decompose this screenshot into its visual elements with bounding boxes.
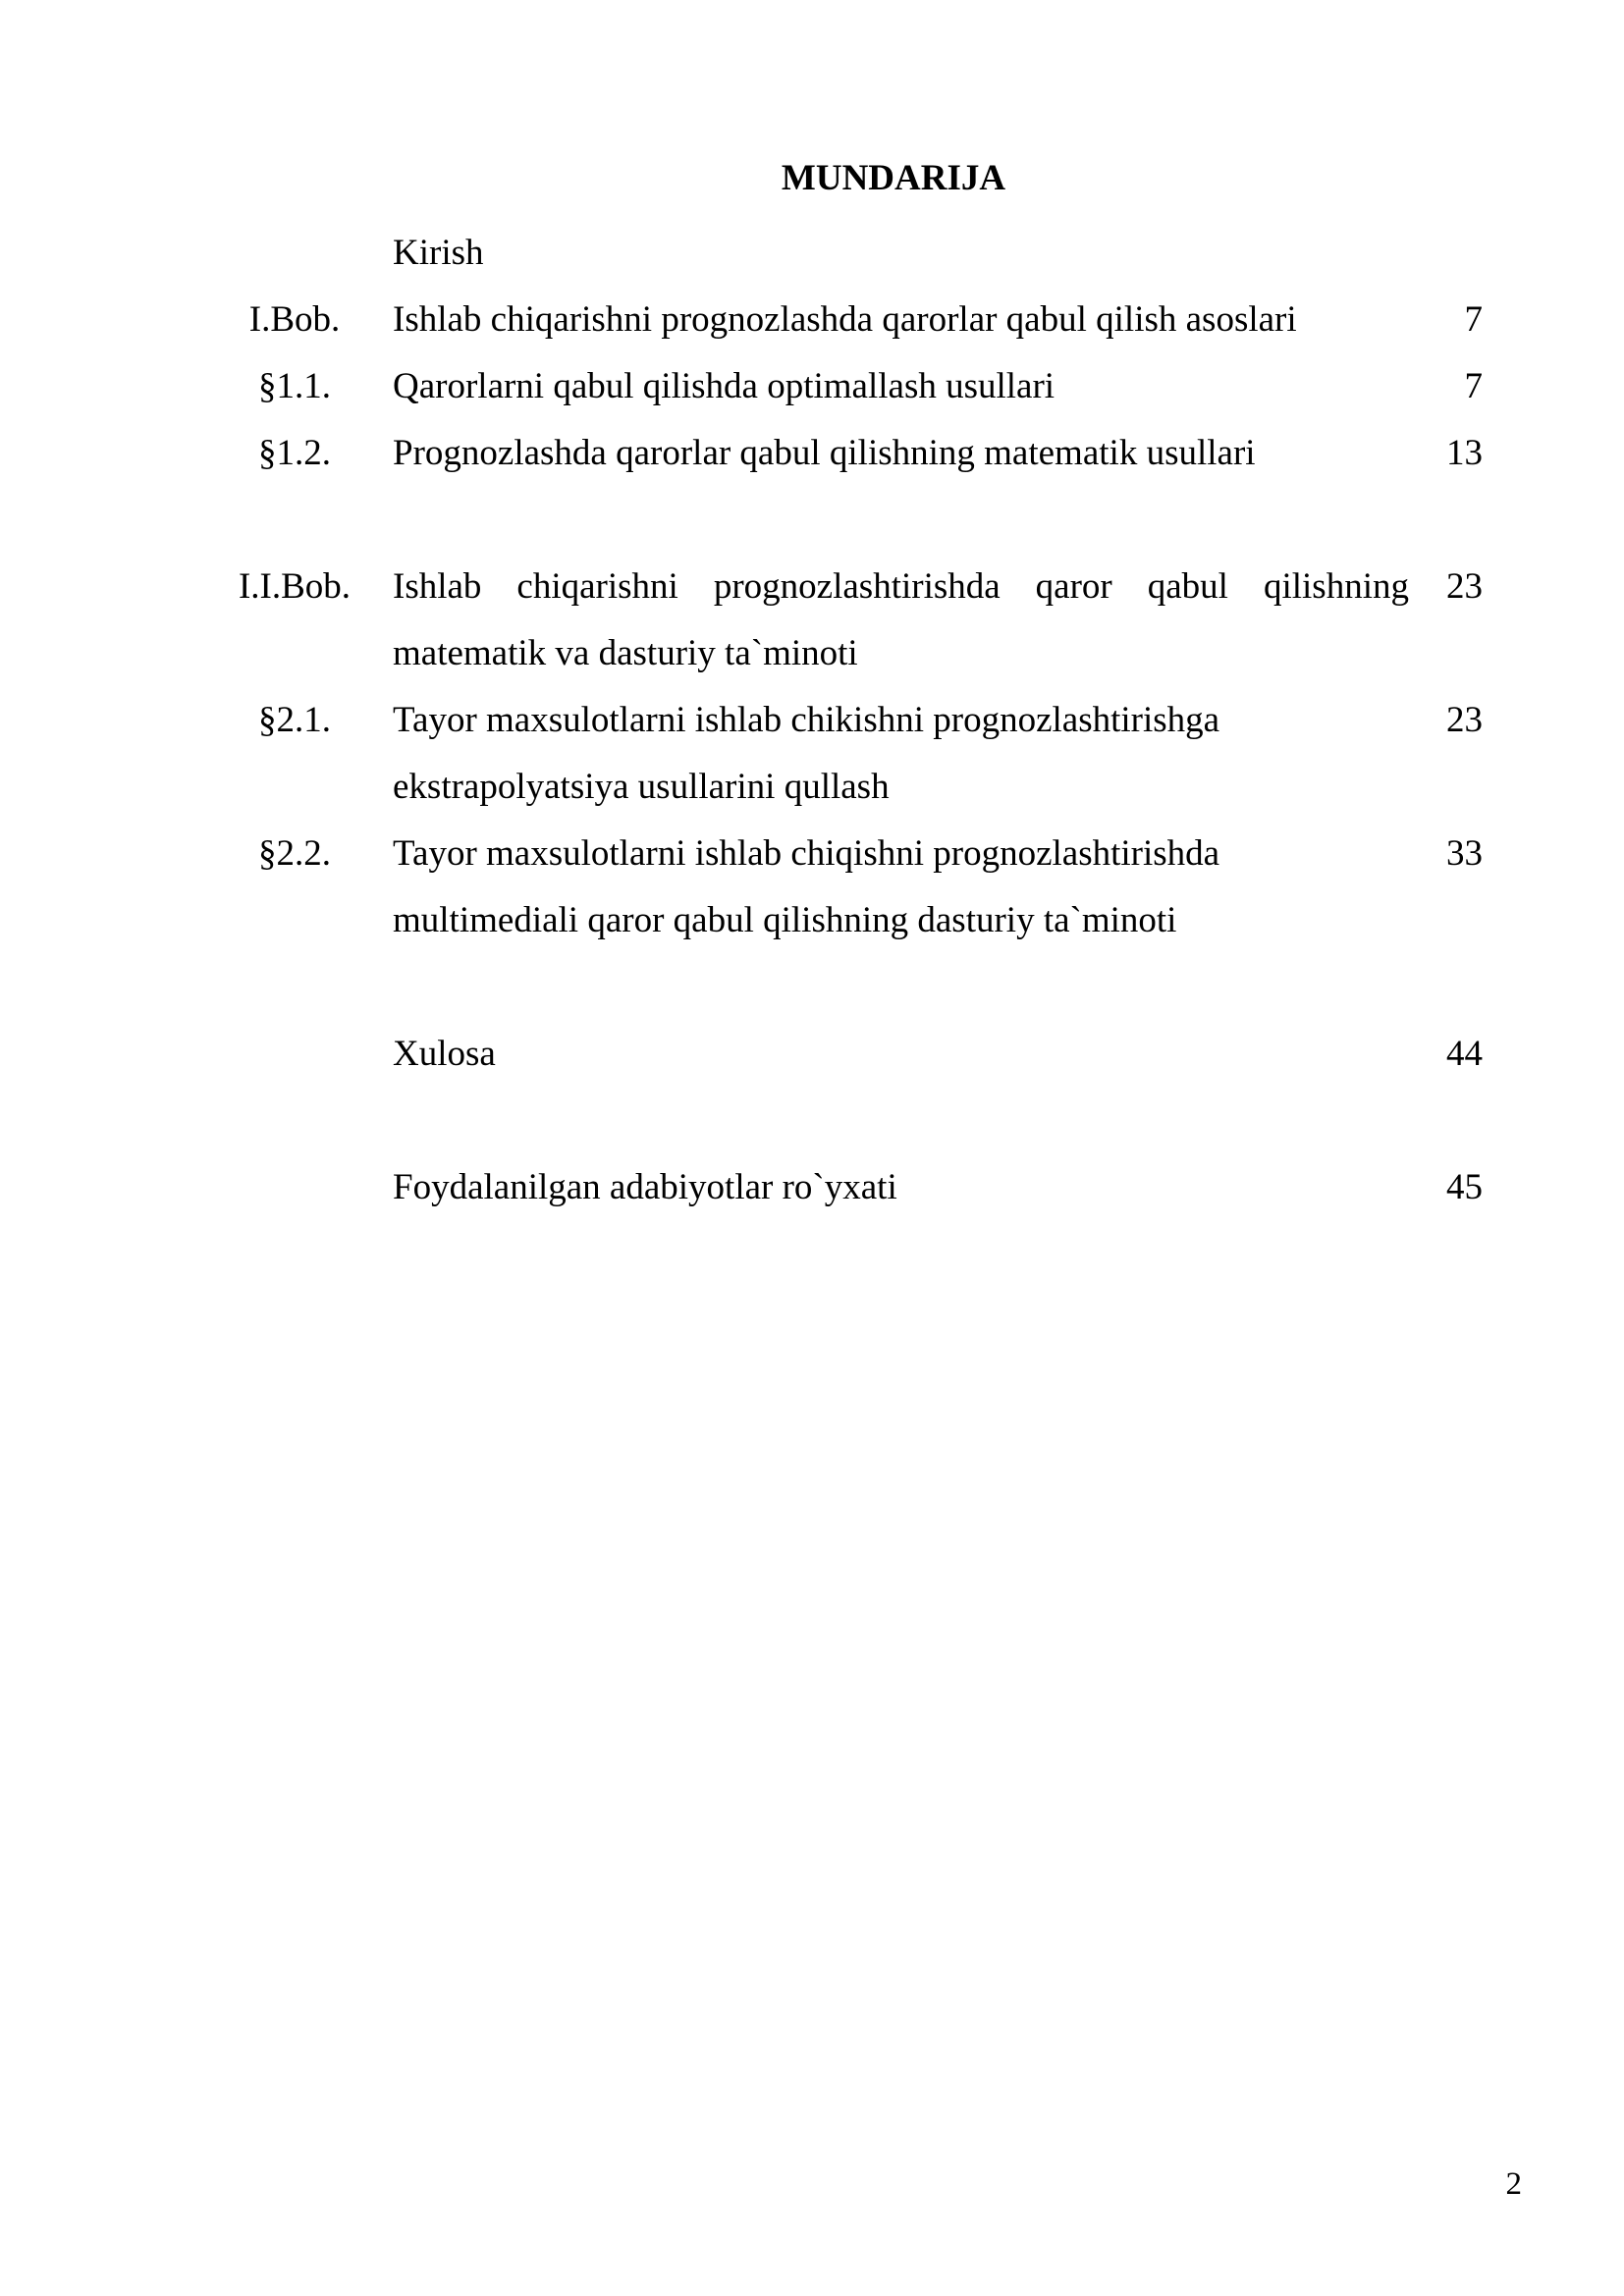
toc-entry-conclusion	[221, 1021, 1483, 1088]
toc-entry-page: 23	[1446, 566, 1483, 607]
toc-entry-title: Kirish	[393, 233, 484, 273]
toc-entry-intro	[221, 220, 1483, 287]
toc-entry-page: 33	[1446, 833, 1483, 874]
toc-entry-title: Xulosa	[393, 1034, 496, 1074]
page-title: MUNDARIJA	[781, 158, 1006, 198]
toc-entry-page: 7	[1464, 299, 1483, 340]
toc-entry-title: Foydalanilgan adabiyotlar ro`yxati	[393, 1167, 897, 1207]
toc-entry-number: I.I.Bob.	[238, 566, 352, 607]
toc-entry-number: §1.2.	[258, 433, 331, 473]
toc-entry-chapter-2	[221, 554, 1483, 687]
toc-entry-page: 23	[1446, 700, 1483, 740]
table-of-contents	[221, 220, 1483, 1221]
toc-entry-title: Tayor maxsulotlarni ishlab chikishni prognozlashtirishga ekstrapolyatsiya usullarini qullash	[393, 700, 1220, 807]
toc-entry-section-1-2	[221, 420, 1483, 487]
spacer	[221, 954, 1483, 1021]
toc-entry-page: 45	[1446, 1167, 1483, 1207]
toc-entry-section-2-2	[221, 821, 1483, 954]
toc-entry-section-2-1	[221, 687, 1483, 821]
toc-entry-title: Tayor maxsulotlarni ishlab chiqishni prognozlashtirishda multimediali qaror qabul qilishning dasturiy ta`minoti	[393, 833, 1220, 940]
toc-entry-title: Ishlab chiqarishni prognozlashtirishda qaror qabul qilishning matematik va dasturiy ta`minoti	[393, 566, 1409, 673]
toc-entry-section-1-1	[221, 353, 1483, 420]
toc-entry-number: §1.1.	[258, 366, 331, 406]
toc-entry-page: 13	[1446, 433, 1483, 473]
toc-entry-title: Prognozlashda qarorlar qabul qilishning matematik usullari	[393, 433, 1256, 473]
page-number: 2	[1505, 2166, 1522, 2202]
spacer	[221, 487, 1483, 554]
toc-entry-references	[221, 1154, 1483, 1221]
toc-entry-number: §2.2.	[258, 833, 331, 874]
toc-entry-number: §2.1.	[258, 700, 331, 740]
toc-entry-title: Qarorlarni qabul qilishda optimallash usullari	[393, 366, 1056, 406]
toc-entry-page: 44	[1446, 1034, 1483, 1074]
spacer	[221, 1088, 1483, 1154]
toc-entry-page: 7	[1464, 366, 1483, 406]
toc-entry-number: I.Bob.	[248, 299, 341, 340]
toc-entry-title: Ishlab chiqarishni prognozlashda qarorlar qabul qilish asoslari	[393, 299, 1297, 340]
toc-entry-chapter-1	[221, 287, 1483, 353]
